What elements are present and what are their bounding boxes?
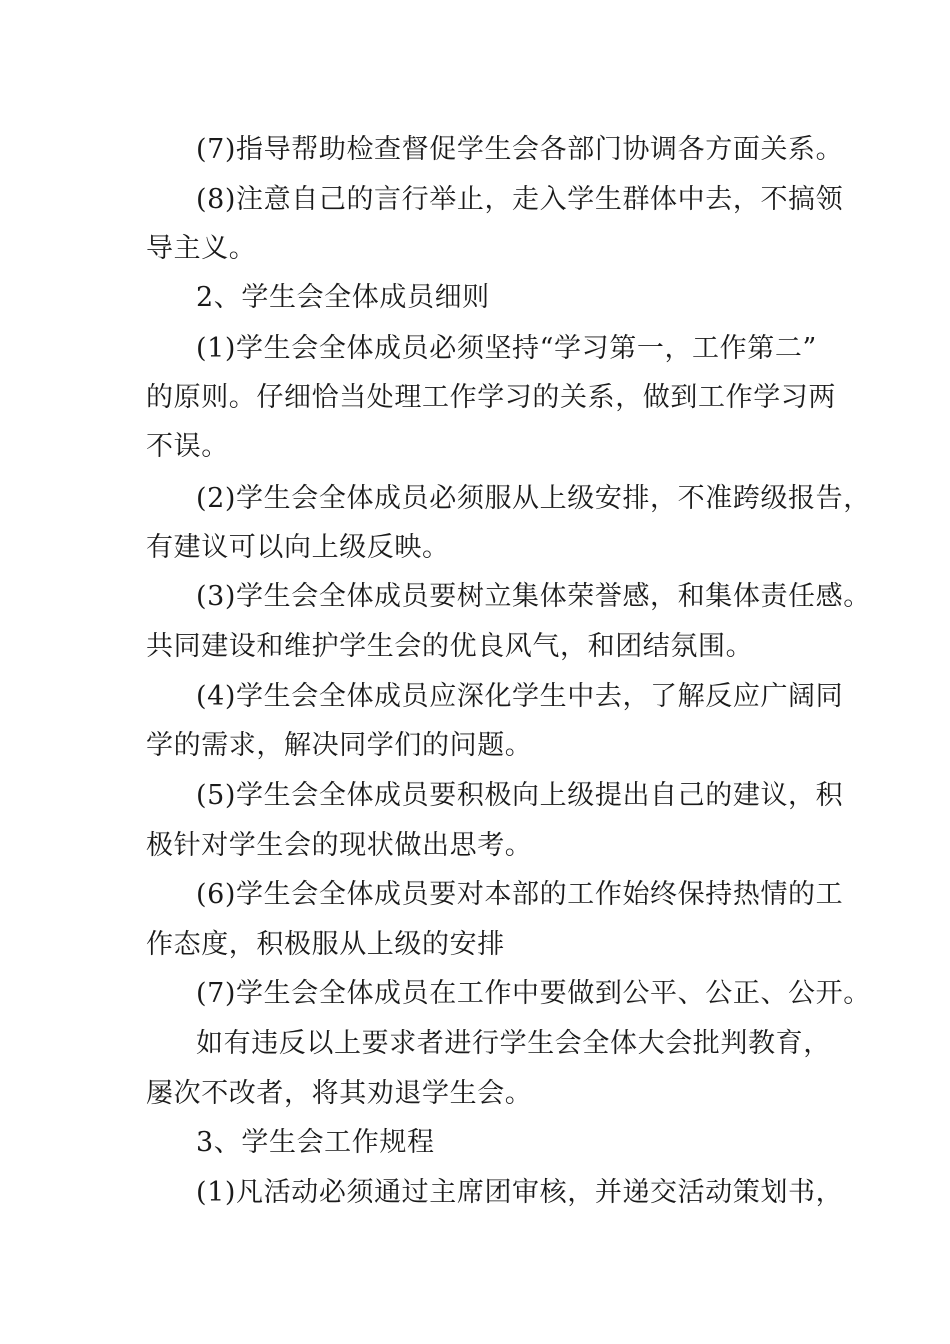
paragraph-line: (6)学生会全体成员要对本部的工作始终保持热情的工 bbox=[196, 879, 844, 910]
paragraph-line: 不误。 bbox=[146, 431, 229, 462]
paragraph-line: 导主义。 bbox=[146, 233, 257, 264]
paragraph-line: (7)指导帮助检查督促学生会各部门协调各方面关系。 bbox=[196, 134, 844, 165]
paragraph-line: (1)凡活动必须通过主席团审核，并递交活动策划书， bbox=[196, 1177, 844, 1208]
paragraph-line: 如有违反以上要求者进行学生会全体大会批判教育， bbox=[196, 1028, 831, 1059]
paragraph-line: (2)学生会全体成员必须服从上级安排，不准跨级报告， bbox=[196, 483, 871, 514]
paragraph-line: 的原则。仔细恰当处理工作学习的关系，做到工作学习两 bbox=[146, 382, 836, 413]
paragraph-line: (3)学生会全体成员要树立集体荣誉感，和集体责任感。 bbox=[196, 581, 871, 612]
section-heading: 2、学生会全体成员细则 bbox=[196, 282, 490, 313]
paragraph-line: 作态度，积极服从上级的安排 bbox=[146, 929, 505, 960]
paragraph-line: (1)学生会全体成员必须坚持“学习第一，工作第二” bbox=[196, 333, 817, 364]
section-heading: 3、学生会工作规程 bbox=[196, 1127, 435, 1158]
paragraph-line: (8)注意自己的言行举止，走入学生群体中去，不搞领 bbox=[196, 184, 844, 215]
paragraph-line: 学的需求，解决同学们的问题。 bbox=[146, 730, 533, 761]
paragraph-line: (7)学生会全体成员在工作中要做到公平、公正、公开。 bbox=[196, 978, 871, 1009]
paragraph-line: 有建议可以向上级反映。 bbox=[146, 532, 450, 563]
paragraph-line: (4)学生会全体成员应深化学生中去，了解反应广阔同 bbox=[196, 681, 844, 712]
paragraph-line: 共同建设和维护学生会的优良风气，和团结氛围。 bbox=[146, 631, 754, 662]
paragraph-line: 极针对学生会的现状做出思考。 bbox=[146, 830, 533, 861]
paragraph-line: (5)学生会全体成员要积极向上级提出自己的建议，积 bbox=[196, 780, 844, 811]
paragraph-line: 屡次不改者，将其劝退学生会。 bbox=[146, 1078, 533, 1109]
